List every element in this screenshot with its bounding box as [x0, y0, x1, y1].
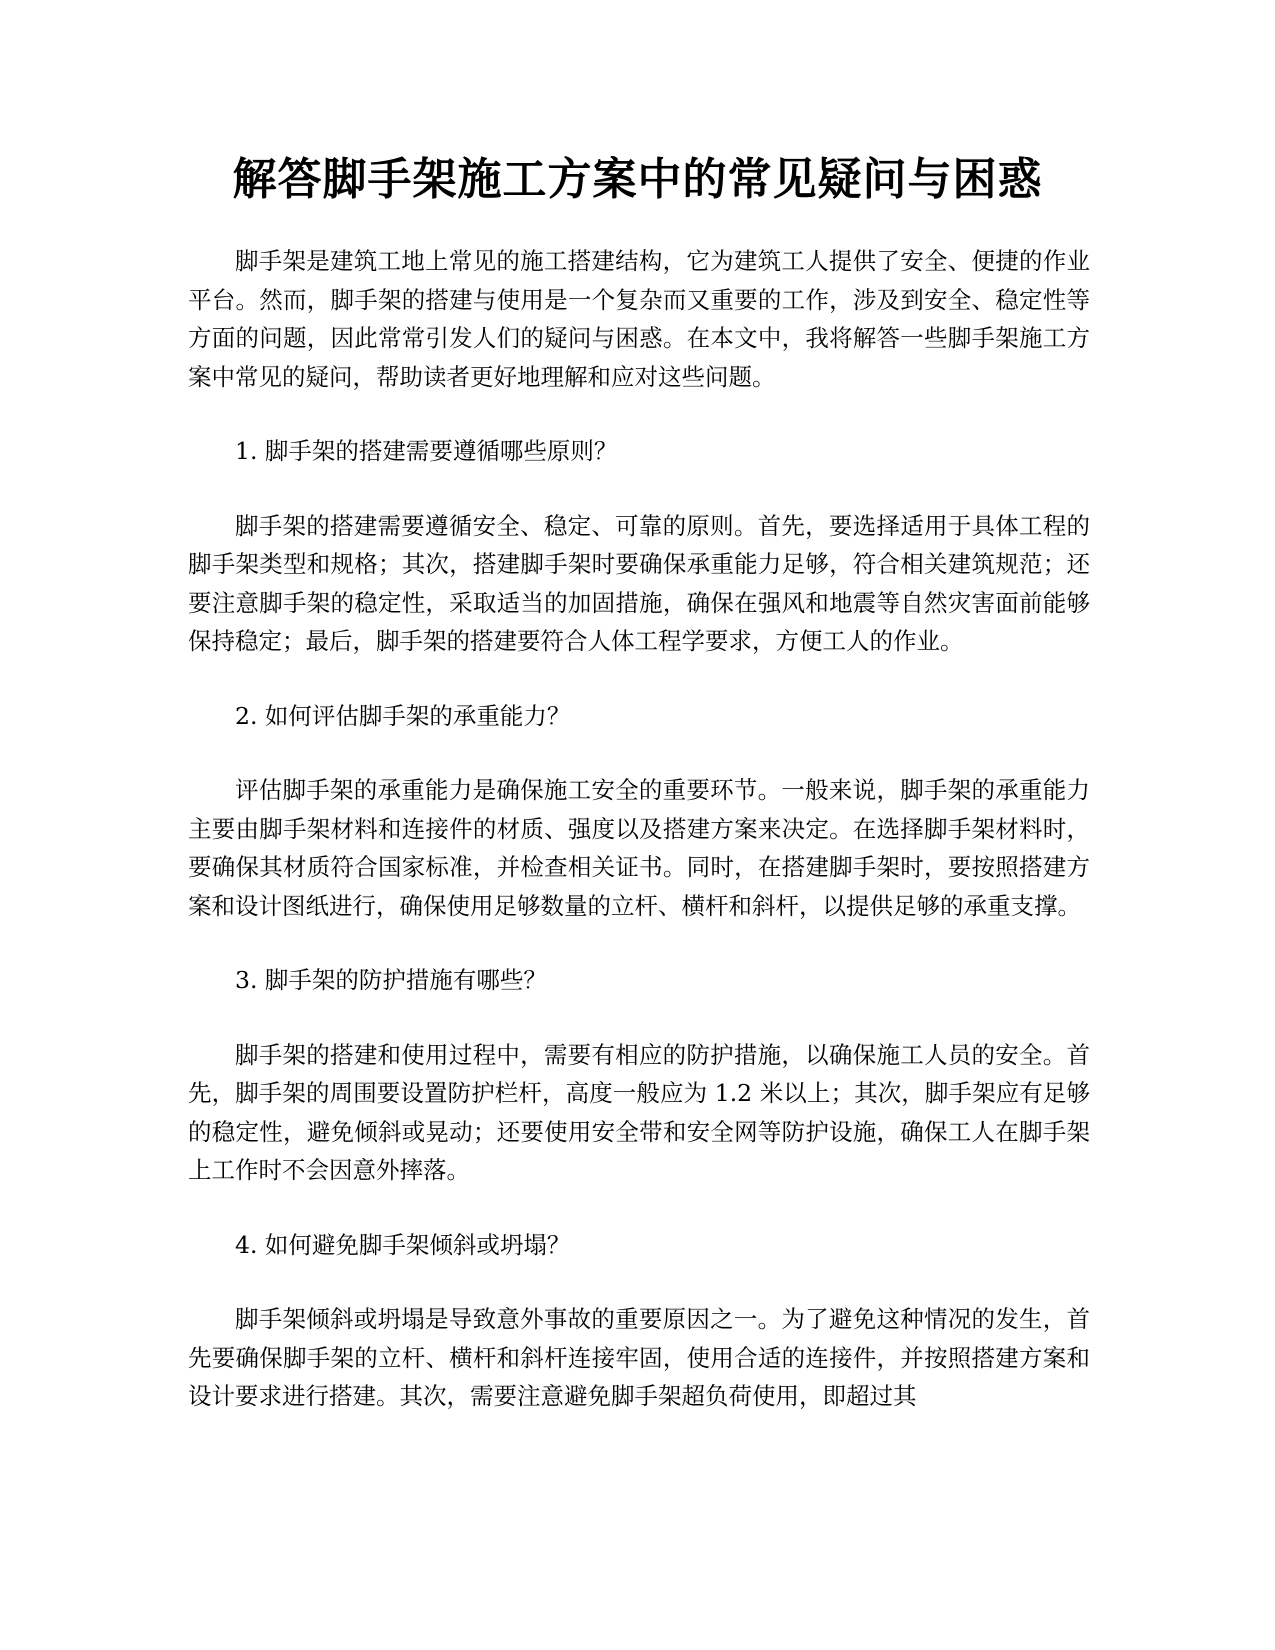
section-2-paragraph: 评估脚手架的承重能力是确保施工安全的重要环节。一般来说，脚手架的承重能力主要由脚手架材料和连接件的材质、强度以及搭建方案来决定。在选择脚手架材料时，要确保其材质符合国家标准，并检查相关证书。同时，在搭建脚手架时，要按照搭建方案和设计图纸进行，确保使用足够数量的立杆、横杆和斜杆，以提供足够的承重支撑。	[188, 776, 1090, 920]
page-title: 解答脚手架施工方案中的常见疑问与困惑	[232, 154, 1043, 205]
section-1-paragraph: 脚手架的搭建需要遵循安全、稳定、可靠的原则。首先，要选择适用于具体工程的脚手架类型和规格；其次，搭建脚手架时要确保承重能力足够，符合相关建筑规范；还要注意脚手架的稳定性，采取适当的加固措施，确保在强风和地震等自然灾害面前能够保持稳定；最后，脚手架的搭建要符合人体工程学要求，方便工人的作业。	[188, 511, 1090, 655]
section-4-heading: 4. 如何避免脚手架倾斜或坍塌？	[235, 1230, 571, 1259]
section-3-heading: 3. 脚手架的防护措施有哪些？	[235, 966, 547, 994]
document-body	[188, 242, 1090, 1452]
section-4-paragraph: 脚手架倾斜或坍塌是导致意外事故的重要原因之一。为了避免这种情况的发生，首先要确保脚手架的立杆、横杆和斜杆连接牢固，使用合适的连接件，并按照搭建方案和设计要求进行搭建。其次，需要注意避免脚手架超负荷使用，即超过其	[188, 1305, 1090, 1410]
section-1-heading: 1. 脚手架的搭建需要遵循哪些原则？	[235, 437, 618, 465]
section-2-heading: 2. 如何评估脚手架的承重能力？	[235, 701, 571, 730]
section-3-paragraph: 脚手架的搭建和使用过程中，需要有相应的防护措施，以确保施工人员的安全。首先，脚手架的周围要设置防护栏杆，高度一般应为 1.2 米以上；其次，脚手架应有足够的稳定性，避免倾斜或晃动；还要使用安全带和安全网等防护设施，确保工人在脚手架上工作时不会因意外摔落。	[188, 1040, 1090, 1184]
intro-paragraph: 脚手架是建筑工地上常见的施工搭建结构，它为建筑工人提供了安全、便捷的作业平台。然而，脚手架的搭建与使用是一个复杂而又重要的工作，涉及到安全、稳定性等方面的问题，因此常常引发人们的疑问与困惑。在本文中，我将解答一些脚手架施工方案中常见的疑问，帮助读者更好地理解和应对这些问题。	[188, 247, 1090, 391]
